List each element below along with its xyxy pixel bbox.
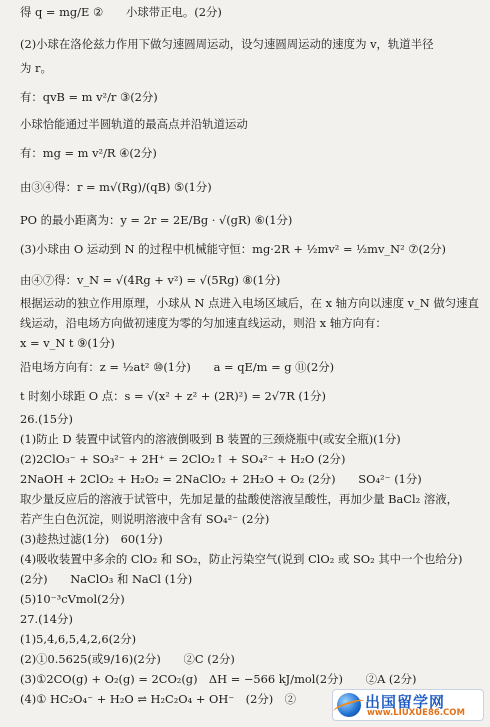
text-line: (2)小球在洛伦兹力作用下做匀速圆周运动，设匀速圆周运动的速度为 v，轨道半径	[20, 37, 434, 51]
text-line: (4)吸收装置中多余的 ClO₂ 和 SO₂，防止污染空气(说到 ClO₂ 或 SO₂ 其中一个也给分)	[20, 552, 463, 566]
text-line: 27.(14分)	[20, 612, 73, 626]
text-line: (3)小球由 O 运动到 N 的过程中机械能守恒：mg·2R + ½mv² = ½mv_N² ⑦(2分)	[20, 242, 446, 256]
text-line: 26.(15分)	[20, 412, 73, 426]
text-line: (2)①0.5625(或9/16)(2分) ②C (2分)	[20, 652, 235, 666]
text-line: 沿电场方向有：z = ½at² ⑩(1分) a = qE/m = g ⑪(2分)	[20, 360, 335, 374]
text-line: t 时刻小球距 O 点：s = √(x² + z² + (2R)²) = 2√7R (1分)	[20, 389, 326, 403]
text-line: 若产生白色沉淀，则说明溶液中含有 SO₄²⁻ (2分)	[20, 512, 270, 526]
text-line: 2NaOH + 2ClO₂ + H₂O₂ = 2NaClO₂ + 2H₂O + O₂ (2分) SO₄²⁻ (1分)	[20, 472, 422, 486]
text-line: (1)5,4,6,5,4,2,6(2分)	[20, 632, 137, 646]
text-line: (2分) NaClO₃ 和 NaCl (1分)	[20, 572, 193, 586]
watermark-title: 出国留学网	[365, 693, 446, 711]
text-line: (3)①2CO(g) + O₂(g) = 2CO₂(g) ΔH = −566 kJ/mol(2分) ②A (2分)	[20, 672, 417, 686]
text-line: 有：qvB = m v²/r ③(2分)	[20, 90, 158, 104]
text-line: (4)① HC₂O₄⁻ + H₂O ⇌ H₂C₂O₄ + OH⁻ (2分) ②	[20, 692, 296, 706]
text-line: 根据运动的独立作用原理，小球从 N 点进入电场区域后，在 x 轴方向以速度 v_N 做匀速直	[20, 296, 479, 310]
watermark-url: www.LIUXUE86.COM	[367, 708, 465, 718]
text-line: (1)防止 D 装置中试管内的溶液倒吸到 B 装置的三颈烧瓶中(或安全瓶)(1分)	[20, 432, 401, 446]
text-line: PO 的最小距离为：y = 2r = 2E/Bg · √(gR) ⑥(1分)	[20, 213, 293, 227]
text-line: 线运动，沿电场方向做初速度为零的匀加速直线运动，则沿 x 轴方向有：	[20, 316, 387, 330]
text-line: 取少量反应后的溶液于试管中，先加足量的盐酸使溶液呈酸性，再加少量 BaCl₂ 溶液，	[20, 492, 459, 506]
text-line: 有：mg = m v²/R ④(2分)	[20, 146, 157, 160]
text-line: x = v_N t ⑨(1分)	[20, 336, 115, 350]
text-line: 为 r。	[20, 61, 52, 75]
globe-logo-icon	[337, 693, 361, 717]
text-line: 由③④得：r = m√(Rg)/(qB) ⑤(1分)	[20, 180, 212, 194]
text-line: 小球恰能通过半圆轨道的最高点并沿轨道运动	[20, 117, 248, 131]
text-line: (2)2ClO₃⁻ + SO₃²⁻ + 2H⁺ = 2ClO₂↑ + SO₄²⁻ + H₂O (2分)	[20, 452, 346, 466]
text-line: (3)趁热过滤(1分) 60(1分)	[20, 532, 163, 546]
text-line: (5)10⁻³cVmol(2分)	[20, 592, 125, 606]
site-watermark	[332, 689, 484, 721]
text-line: 由④⑦得：v_N = √(4Rg + v²) = √(5Rg) ⑧(1分)	[20, 273, 281, 287]
text-line: 得 q = mg/E ② 小球带正电。(2分)	[20, 5, 222, 19]
